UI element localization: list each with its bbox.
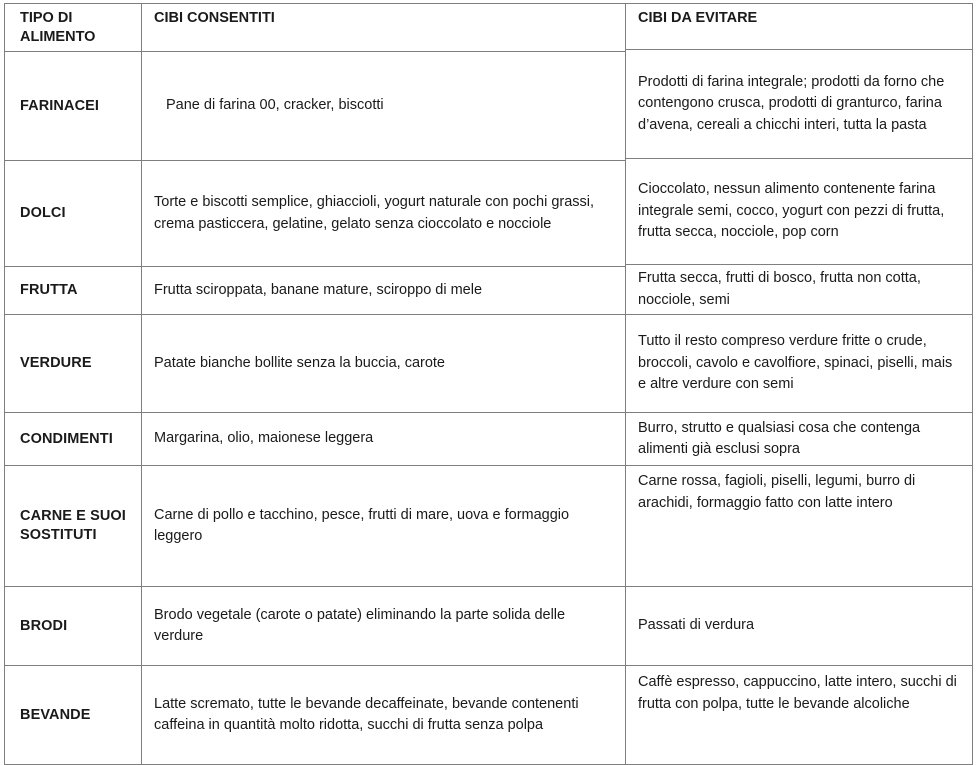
allowed-text: Pane di farina 00, cracker, biscotti [166, 97, 384, 114]
avoid-text: Carne rossa, fagioli, piselli, legumi, burro di arachidi, formaggio fatto con latte intero [638, 473, 916, 511]
foods-to-avoid-grid [625, 3, 973, 765]
avoid-cell-carne [626, 466, 973, 587]
avoid-cell-condimenti [626, 413, 973, 466]
allowed-cell-frutta [142, 267, 626, 315]
avoid-cell-frutta [626, 265, 973, 315]
header-cell-allowed [142, 4, 626, 52]
table-row [626, 587, 973, 666]
header-label-avoid: CIBI DA EVITARE [638, 10, 758, 26]
table-row [626, 315, 973, 413]
type-cell-farinacei [5, 52, 142, 161]
table-header-row [5, 4, 626, 52]
avoid-text: Prodotti di farina integrale; prodotti da forno che contengono crusca, prodotti di granturco, farina d’avena, cereali a chicchi interi, tutta la pasta [638, 73, 945, 133]
allowed-cell-carne [142, 466, 626, 587]
table-row [626, 466, 973, 587]
table-row [5, 161, 626, 267]
allowed-text: Margarina, olio, maionese leggera [154, 430, 374, 447]
allowed-text: Torte e biscotti semplice, ghiaccioli, yogurt naturale con pochi grassi, crema pasticcera, gelatine, gelato senza cioccolato e nocciole [154, 194, 595, 232]
allowed-cell-brodi [142, 587, 626, 666]
type-cell-brodi [5, 587, 142, 666]
type-label: CONDIMENTI [20, 430, 113, 447]
type-cell-verdure [5, 315, 142, 413]
table-row [5, 52, 626, 161]
type-label: FARINACEI [20, 97, 100, 114]
avoid-text: Cioccolato, nessun alimento contenente farina integrale semi, cocco, yogurt con pezzi di frutta, frutta secca, nocciole, pop corn [638, 181, 945, 241]
allowed-foods-grid [4, 3, 626, 765]
table-row [5, 413, 626, 466]
avoid-text: Burro, strutto e qualsiasi cosa che contenga alimenti già esclusi sopra [638, 419, 921, 457]
table-row [626, 50, 973, 159]
table-row [626, 159, 973, 265]
type-cell-carne [5, 466, 142, 587]
avoid-text: Passati di verdura [638, 617, 755, 634]
table-row [626, 413, 973, 466]
type-cell-dolci [5, 161, 142, 267]
type-cell-condimenti [5, 413, 142, 466]
allowed-text: Latte scremato, tutte le bevande decaffeinate, bevande contenenti caffeina in quantità molto ridotta, succhi di frutta senza polpa [154, 695, 579, 733]
avoid-cell-dolci [626, 159, 973, 265]
avoid-text: Tutto il resto compreso verdure fritte o crude, broccoli, cavolo e cavolfiore, spinaci, piselli, mais e altre verdure con semi [638, 333, 953, 393]
allowed-cell-bevande [142, 666, 626, 765]
table-row [5, 587, 626, 666]
allowed-cell-verdure [142, 315, 626, 413]
table-row [5, 315, 626, 413]
allowed-cell-condimenti [142, 413, 626, 466]
header-label-allowed: CIBI CONSENTITI [154, 10, 275, 26]
avoid-cell-brodi [626, 587, 973, 666]
table-row [5, 466, 626, 587]
table-row [5, 666, 626, 765]
allowed-text: Patate bianche bollite senza la buccia, carote [154, 354, 445, 371]
type-cell-bevande [5, 666, 142, 765]
allowed-cell-dolci [142, 161, 626, 267]
avoid-text: Frutta secca, frutti di bosco, frutta non cotta, nocciole, semi [638, 270, 921, 308]
allowed-text: Carne di pollo e tacchino, pesce, frutti di mare, uova e formaggio leggero [154, 506, 570, 544]
avoid-cell-farinacei [626, 50, 973, 159]
table-row [5, 267, 626, 315]
avoid-cell-bevande [626, 666, 973, 765]
type-cell-frutta [5, 267, 142, 315]
header-cell-type [5, 4, 142, 52]
type-label: DOLCI [20, 205, 66, 221]
allowed-text: Frutta sciroppata, banane mature, sciroppo di mele [154, 281, 483, 298]
avoid-cell-verdure [626, 315, 973, 413]
header-cell-avoid [626, 4, 973, 50]
table-row [626, 265, 973, 315]
table-header-row [626, 4, 973, 50]
header-label-type: TIPO DI ALIMENTO [20, 10, 96, 45]
type-label: BEVANDE [20, 706, 91, 723]
type-label: BRODI [20, 617, 68, 634]
allowed-cell-farinacei [142, 52, 626, 161]
allowed-text: Brodo vegetale (carote o patate) eliminando la parte solida delle verdure [154, 606, 566, 644]
avoid-text: Caffè espresso, cappuccino, latte intero, succhi di frutta con polpa, tutte le bevande alcoliche [638, 674, 957, 712]
table-row [626, 666, 973, 765]
type-label: FRUTTA [20, 282, 78, 298]
type-label: CARNE E SUOI SOSTITUTI [20, 508, 126, 543]
type-label: VERDURE [20, 355, 92, 371]
